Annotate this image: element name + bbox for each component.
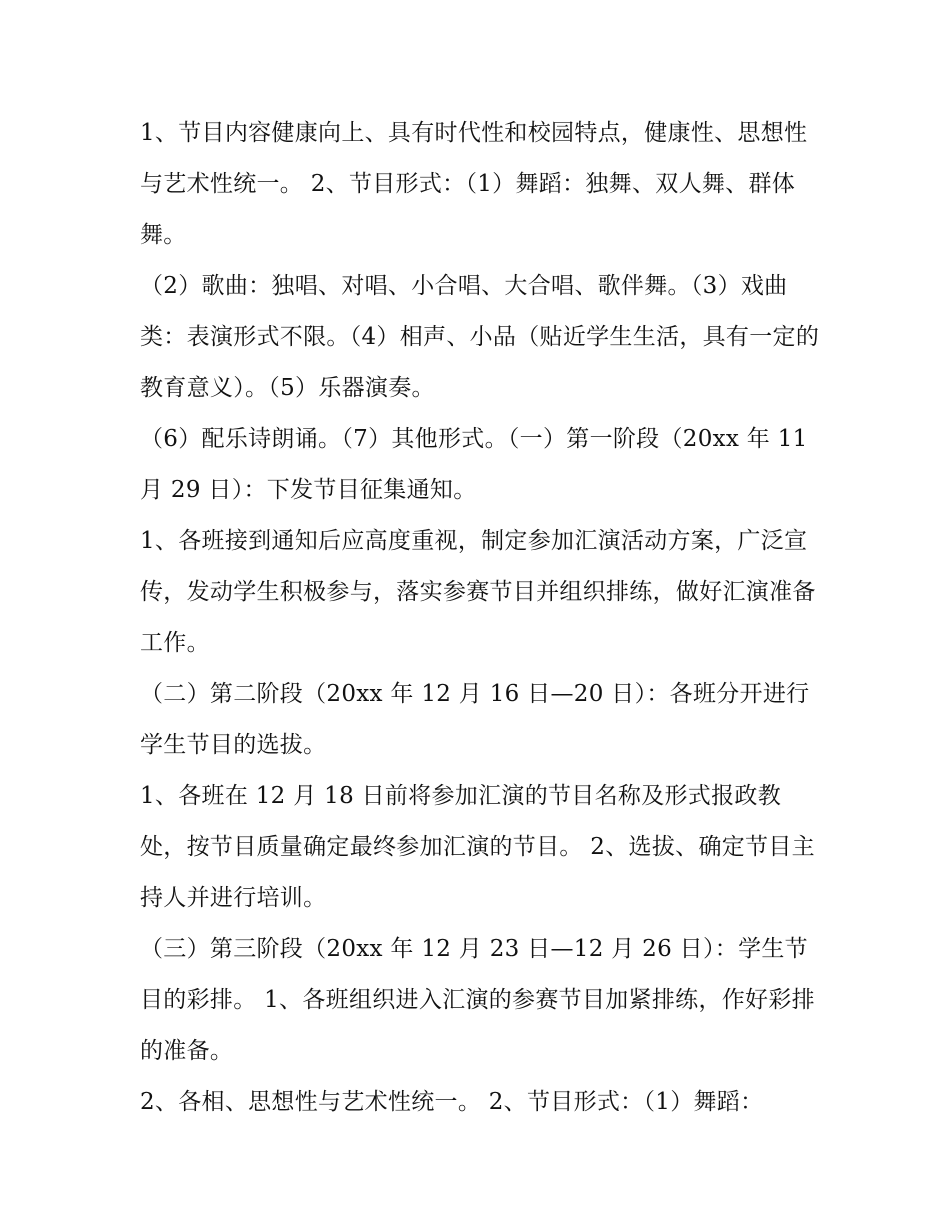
paragraph-1: 1、节目内容健康向上、具有时代性和校园特点，健康性、思想性与艺术性统一。 2、节目形式：（1）舞蹈：独舞、双人舞、群体舞。 xyxy=(140,120,808,248)
paragraph-3: （6）配乐诗朗诵。（7）其他形式。（一）第一阶段（20xx 年 11 月 29 日）：下发节目征集通知。 xyxy=(140,426,808,503)
paragraph-4: 1、各班接到通知后应高度重视，制定参加汇演活动方案，广泛宣传，发动学生积极参与，落实参赛节目并组织排练，做好汇演准备工作。 xyxy=(140,528,816,656)
paragraph-8: 2、各相、思想性与艺术性统一。 2、节目形式：（1）舞蹈： xyxy=(140,1089,764,1115)
paragraph-2: （2）歌曲：独唱、对唱、小合唱、大合唱、歌伴舞。（3）戏曲类：表演形式不限。（4）相声、小品（贴近学生生活，具有一定的教育意义）。（5）乐器演奏。 xyxy=(140,273,820,401)
paragraph-7: （三）第三阶段（20xx 年 12 月 23 日—12 月 26 日）：学生节目的彩排。 1、各班组织进入汇演的参赛节目加紧排练，作好彩排的准备。 xyxy=(140,936,815,1064)
paragraph-6: 1、各班在 12 月 18 日前将参加汇演的节目名称及形式报政教处，按节目质量确定最终参加汇演的节目。 2、选拔、确定节目主持人并进行培训。 xyxy=(140,783,815,911)
paragraph-5: （二）第二阶段（20xx 年 12 月 16 日—20 日）：各班分开进行学生节目的选拔。 xyxy=(140,681,810,758)
document-body xyxy=(140,108,820,1128)
